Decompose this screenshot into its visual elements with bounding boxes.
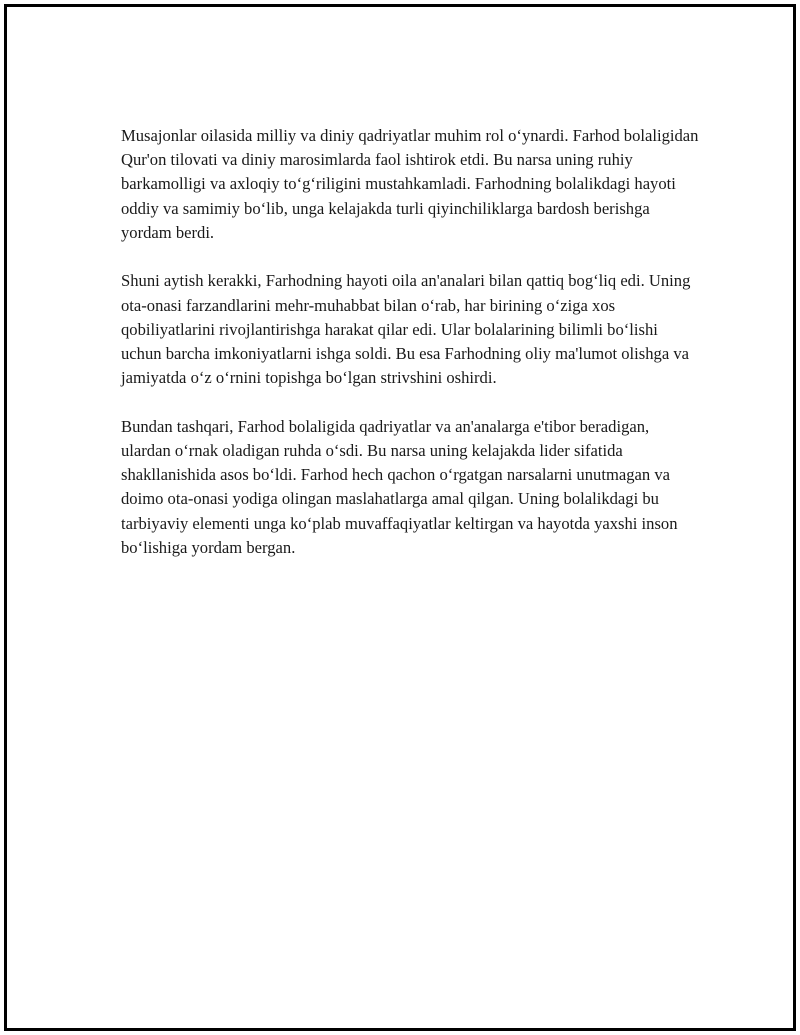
paragraph-2: Shuni aytish kerakki, Farhodning hayoti oila an'analari bilan qattiq bog‘liq edi. Uning ota-onasi farzandlarini mehr-muhabbat bilan o‘rab, har birining o‘ziga xos qobiliyatlarini rivojlantirishga harakat qilar edi. Ular bolalarining bilimli bo‘lishi uchun barcha imkoniyatlarni ishga soldi. Bu esa Farhodning oliy ma'lumot olishga va jamiyatda o‘z o‘rnini topishga bo‘lgan strivshini oshirdi. [121,271,691,388]
page-frame [4,4,796,1031]
paragraph-3: Bundan tashqari, Farhod bolaligida qadriyatlar va an'analarga e'tibor beradigan, ulardan o‘rnak oladigan ruhda o‘sdi. Bu narsa uning kelajakda lider sifatida shakllanishida asos bo‘ldi. Farhod hech qachon o‘rgatgan narsalarni unutmagan va doimo ota-onasi yodiga olingan maslahatlarga amal qilgan. Uning bolalikdagi bu tarbiyaviy elementi unga ko‘plab muvaffaqiyatlar keltirgan va hayotda yaxshi inson bo‘lishiga yordam bergan. [121,416,678,557]
paragraph-1: Musajonlar oilasida milliy va diniy qadriyatlar muhim rol o‘ynardi. Farhod bolaligidan Qur'on tilovati va diniy marosimlarda faol ishtirok etdi. Bu narsa uning ruhiy barkamolligi va axloqiy to‘g‘riligini mustahkamladi. Farhodning bolalikdagi hayoti oddiy va samimiy bo‘lib, unga kelajakda turli qiyinchiliklarga bardosh berishga yordam berdi. [121,126,699,242]
document-body [121,124,701,584]
